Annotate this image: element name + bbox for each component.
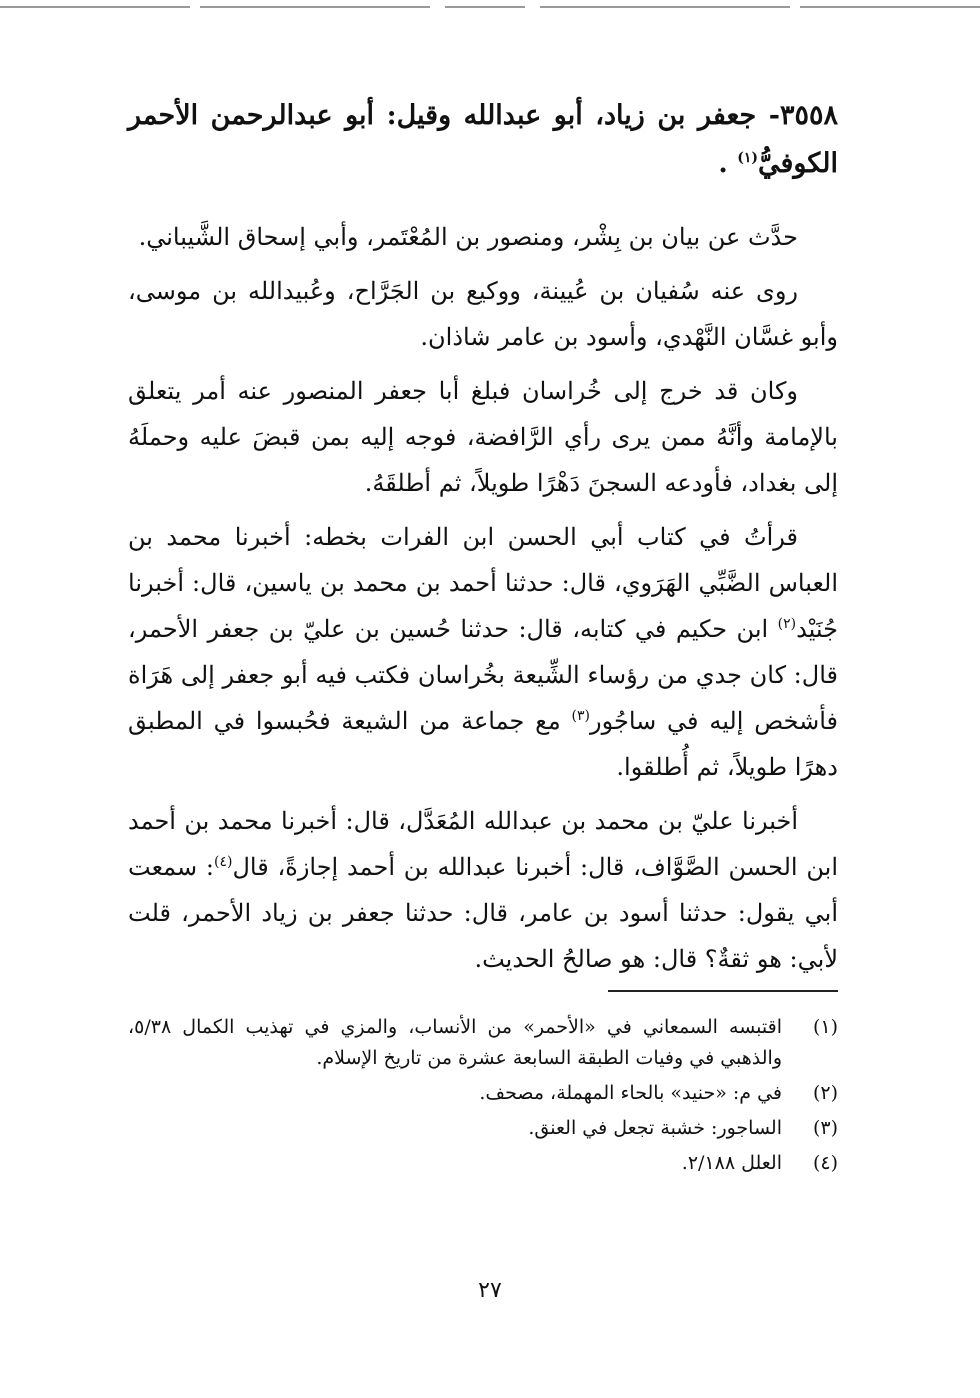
footnote-number: (٢) [812, 1082, 838, 1104]
footnote-ref-1[interactable]: (١) [737, 150, 758, 166]
entry-heading-end: . [718, 148, 738, 179]
paragraph-text-segment: أخبرنا عليّ بن محمد بن عبدالله المُعَدَّل، قال: أخبرنا محمد بن أحمد ابن الحسن الصَّوَّاف، قال: أخبرنا عبدالله بن أحمد إجازةً، قال [128, 807, 839, 881]
page-number: ٢٧ [478, 1278, 502, 1303]
entry-heading-text: ٣٥٥٨- جعفر بن زياد، أبو عبدالله وقيل: أبو عبدالرحمن الأحمر الكوفيُّ [128, 100, 838, 179]
footnote-3 [128, 1113, 838, 1144]
paragraph-narrated-from: حدَّث عن بيان بن بِشْر، ومنصور بن المُعْتَمر، وأبي إسحاق الشَّيباني. [138, 223, 798, 251]
footnote-text: اقتبسه السمعاني في «الأحمر» من الأنساب، والمزي في تهذيب الكمال ٥/٣٨، والذهبي في وفيات الطبقة السابعة عشرة من تاريخ الإسلام. [128, 1016, 782, 1069]
footnote-2 [128, 1078, 838, 1109]
footnote-number: (٣) [812, 1117, 838, 1139]
paragraph-text-segment: : سمعت أبي يقول: حدثنا أسود بن عامر، قال: حدثنا جعفر بن زياد الأحمر، قلت لأبي: هو ثقةٌ؟ قال: هو صالحُ الحديث. [128, 853, 838, 973]
footnote-4 [128, 1148, 838, 1179]
footnote-text: العلل ٢/١٨٨. [681, 1152, 782, 1174]
footnote-ref-4[interactable]: (٤) [214, 854, 233, 870]
footnote-ref-3[interactable]: (٣) [571, 708, 591, 724]
paragraph-grading [128, 798, 838, 982]
footnote-number: (١) [812, 1016, 838, 1038]
paragraph-text-segment: مع جماعة من الشيعة فحُبسوا في المطبق دهرًا طويلاً، ثم أُطلقوا. [128, 707, 838, 781]
top-scan-rule [0, 0, 980, 14]
footnote-number: (٤) [812, 1152, 838, 1174]
paragraph-narrated-by: روى عنه سُفيان بن عُيينة، ووكيع بن الجَرَّاح، وعُبيدالله بن موسى، وأبو غسَّان النَّهْدي، وأسود بن عامر شاذان. [128, 277, 838, 351]
paragraph-biography: وكان قد خرج إلى خُراسان فبلغ أبا جعفر المنصور عنه أمر يتعلق بالإمامة وأنَّهُ ممن يرى رأي الرَّافضة، فوجه إليه بمن قبضَ عليه وحملَهُ إلى بغداد، فأودعه السجنَ دَهْرًا طويلاً، ثم أطلقَهُ. [128, 377, 838, 497]
footnote-1 [128, 1012, 838, 1074]
footnotes [128, 1012, 838, 1179]
footnote-text: الساجور: خشبة تجعل في العنق. [528, 1117, 782, 1139]
paragraph-text-segment: قرأتُ في كتاب أبي الحسن ابن الفرات بخطه: أخبرنا محمد بن العباس الضَّبِّي الهَرَوي، قال: حدثنا أحمد بن محمد بن ياسين، قال: أخبرنا جُنَيْد [128, 523, 839, 643]
footnote-ref-2[interactable]: (٢) [777, 616, 797, 632]
footnote-text: في م: «حنيد» بالحاء المهملة، مصحف. [479, 1082, 782, 1104]
entry-heading [128, 92, 838, 188]
paragraph-text-segment: ابن حكيم في كتابه، قال: حدثنا حُسين بن عليّ بن جعفر الأحمر، قال: كان جدي من رؤساء الشِّيعة بخُراسان فكتب فيه أبو جعفر إلى هَرَاة فأشخص إليه في ساجُور [128, 615, 838, 735]
page-body [128, 92, 838, 1183]
footnote-divider [608, 990, 838, 992]
paragraph-ibn-al-furat [128, 514, 838, 790]
